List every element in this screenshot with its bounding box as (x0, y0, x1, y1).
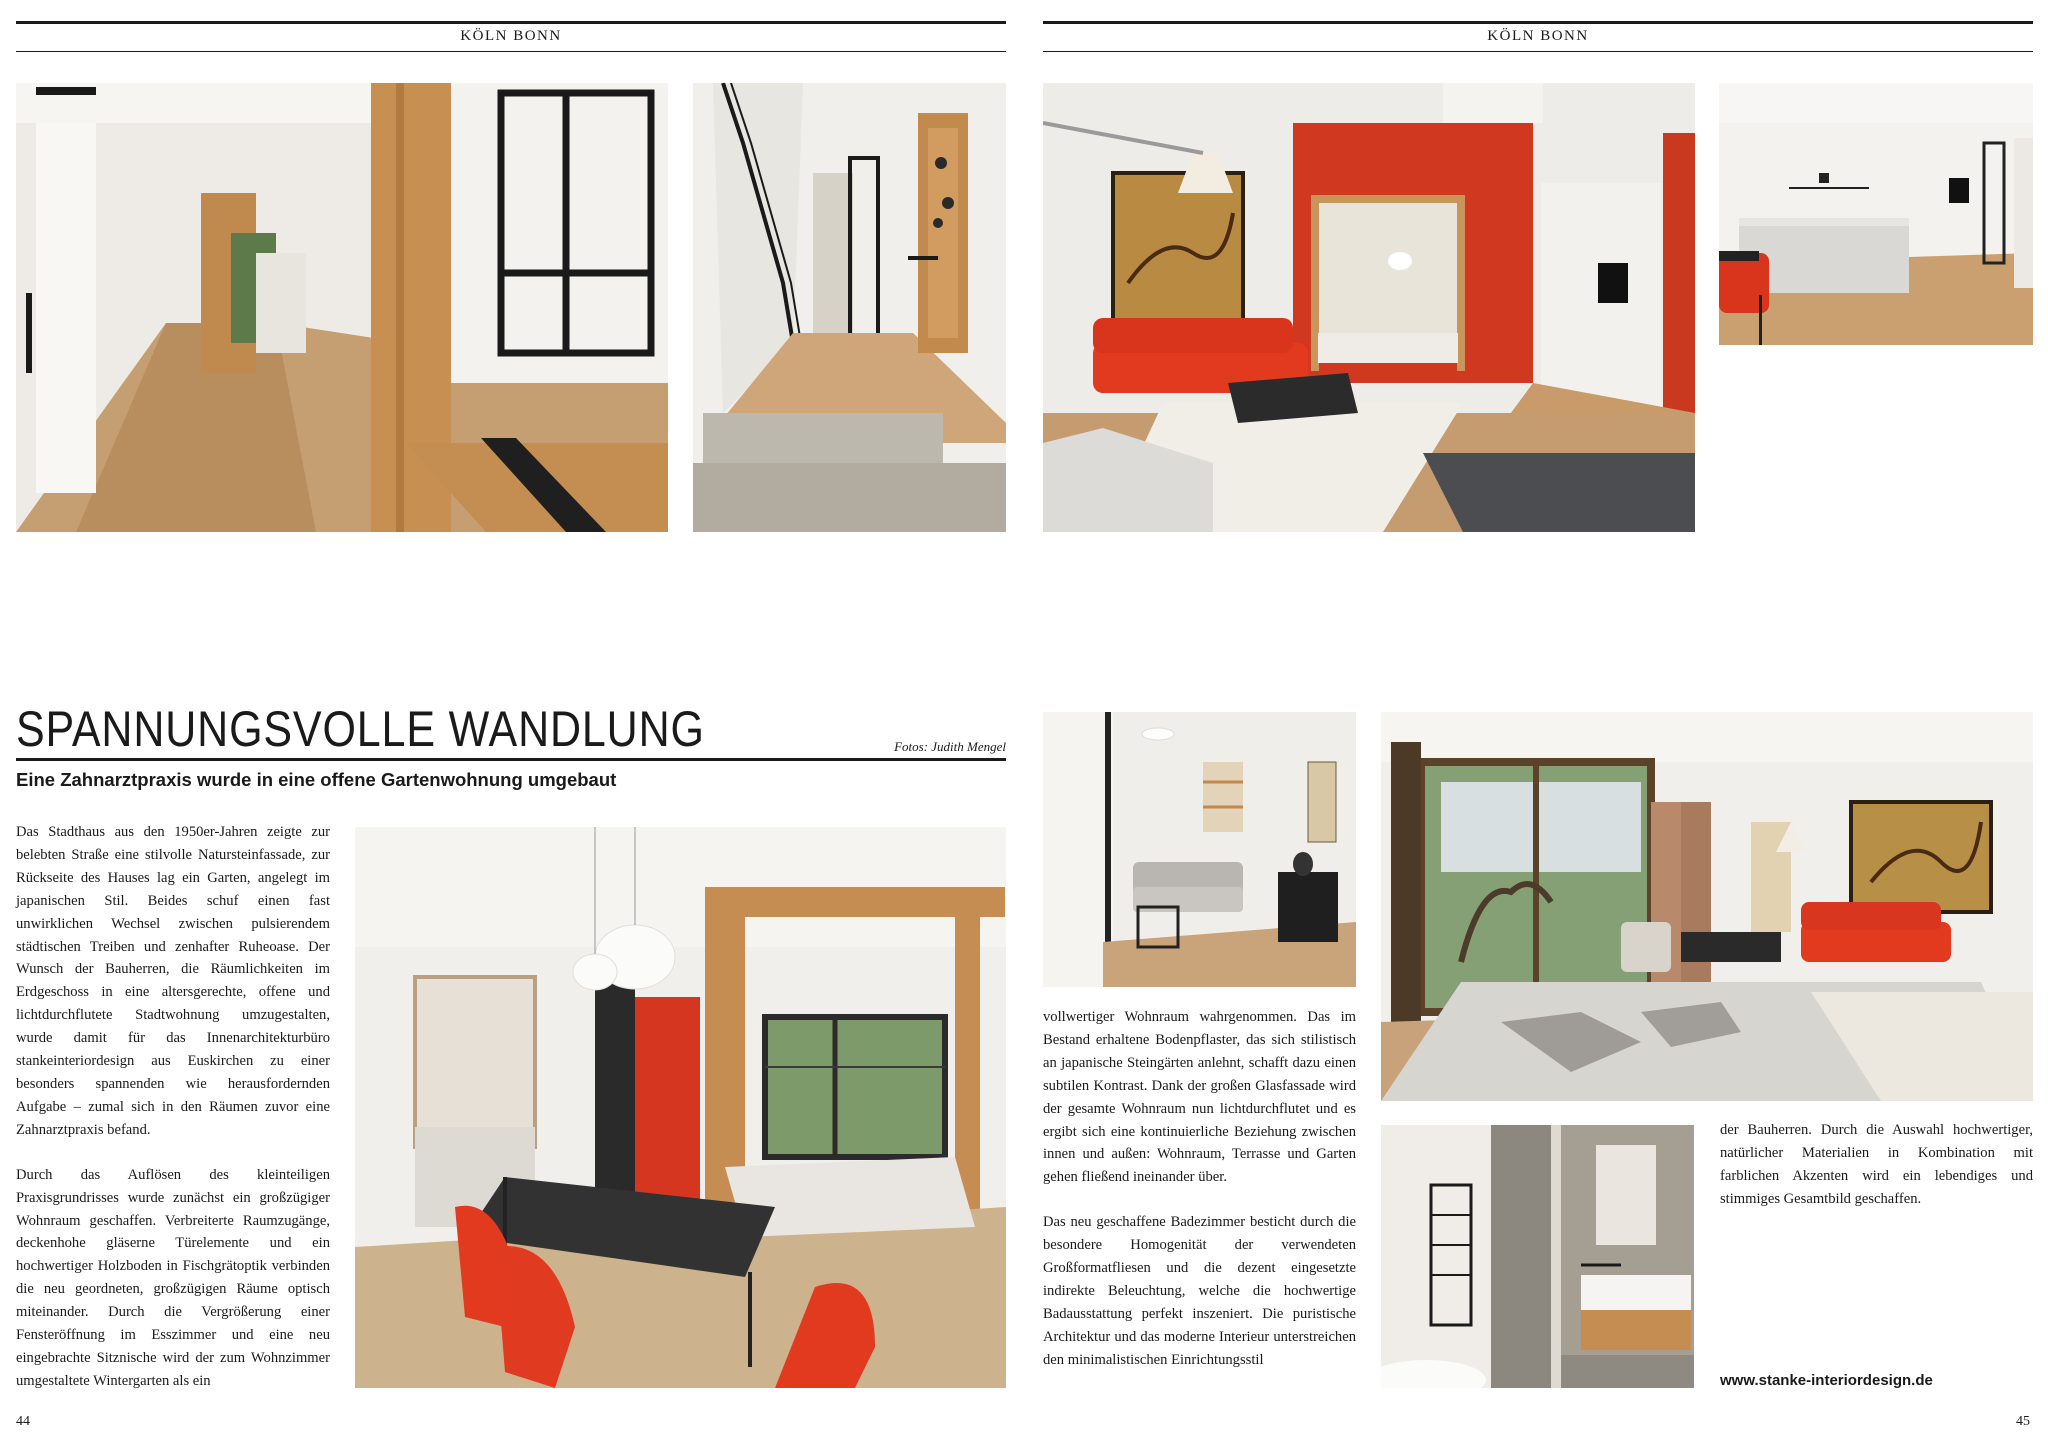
paragraph: Durch das Auflösen des kleinteiligen Praxisgrundrisses wurde zunächst ein großzügiger Wohnraum geschaffen. Verbreiterte Raumzugänge, deckenhohe gläserne Türelemente und ein hochwertiger Holzboden in Fischgrätoptik verbinden die neu geordneten, großzügigen Räume optisch miteinander. Durch die Vergrößerung einer Fensteröffnung im Esszimmer und eine neu eingebrachte Sitznische wird der zum Wohnzimmer umgestaltete Wintergarten als ein (16, 1166, 330, 1389)
article-title: SPANNUNGSVOLLE WANDLUNG (16, 701, 705, 757)
title-underline (16, 758, 1006, 761)
section-label-left: KÖLN BONN (460, 28, 562, 44)
website-link[interactable]: www.stanke-interiordesign.de (1720, 1372, 1933, 1389)
photo-garden-room (1381, 712, 2033, 1101)
page-number-right: 45 (2016, 1414, 2030, 1429)
photo-dining-room (355, 827, 1006, 1388)
paragraph: der Bauherren. Durch die Auswahl hochwertiger, natürlicher Materialien in Kombination mit farblichen Akzenten wird ein lebendiges und stimmiges Gesamtbild geschaffen. (1720, 1122, 2033, 1207)
header-rule-left-bottom (16, 51, 1006, 52)
header-rule-left-top (16, 21, 1006, 24)
paragraph: Das neu geschaffene Badezimmer besticht durch die besondere Homogenität der verwendeten Großformatfliesen und die dezent eingesetzte indirekte Beleuchtung, welche die hochwertige Badausstattung perfekt inszeniert. Die puristische Architektur und das moderne Interieur unterstreichen den minimalistischen Einrichtungsstil (1043, 1214, 1356, 1368)
photo-credit: Fotos: Judith Mengel (894, 739, 1006, 754)
photo-living-room-red-wall (1043, 83, 1695, 532)
text-column-1 (16, 821, 330, 1415)
paragraph: Das Stadthaus aus den 1950er-Jahren zeigte zur belebten Straße eine stilvolle Natursteinfassade, zur Rückseite des Hauses lag ein Garten, angelegt im japanischen Stil. Beides schuf einen fast unwirklichen Wechsel zwischen pulsierendem städtischen Treiben und zenhafter Ruheoase. Der Wunsch der Bauherren, die Räumlichkeiten im Erdgeschoss in eine altersgerechte, offene und lichtdurchflutete Stadtwohnung umzugestalten, wurde damit für das Innenarchitekturbüro stankeinteriordesign aus Euskirchen zu einer besonders spannenden wie herausfordernden Aufgabe – zumal sich in den Räumen zuvor eine Zahnarztpraxis befand. (16, 824, 330, 1138)
photo-sitting-room (1043, 712, 1356, 987)
photo-staircase (693, 83, 1006, 532)
photo-bathroom (1381, 1125, 1694, 1388)
page-number-left: 44 (16, 1414, 30, 1429)
header-rule-right-bottom (1043, 51, 2033, 52)
text-column-2 (1043, 1006, 1356, 1394)
photo-kitchen (1719, 83, 2033, 345)
article-subtitle: Eine Zahnarztpraxis wurde in eine offene Gartenwohnung umgebaut (16, 769, 617, 790)
section-label-right: KÖLN BONN (1487, 28, 1589, 44)
paragraph: vollwertiger Wohnraum wahrgenommen. Das im Bestand erhaltene Bodenpflaster, das sich stilistisch an japanische Steingärten anlehnt, schafft dazu einen subtilen Kontrast. Dank der großen Glasfassade wird der gesamte Wohnraum nun lichtdurchflutet und es ergibt sich eine kontinuierliche Beziehung zwischen innen und außen: Wohnraum, Terrasse und Garten gehen fließend ineinander über. (1043, 1009, 1356, 1186)
text-column-3 (1720, 1119, 2033, 1233)
header-rule-right-top (1043, 21, 2033, 24)
photo-hallway (16, 83, 668, 532)
